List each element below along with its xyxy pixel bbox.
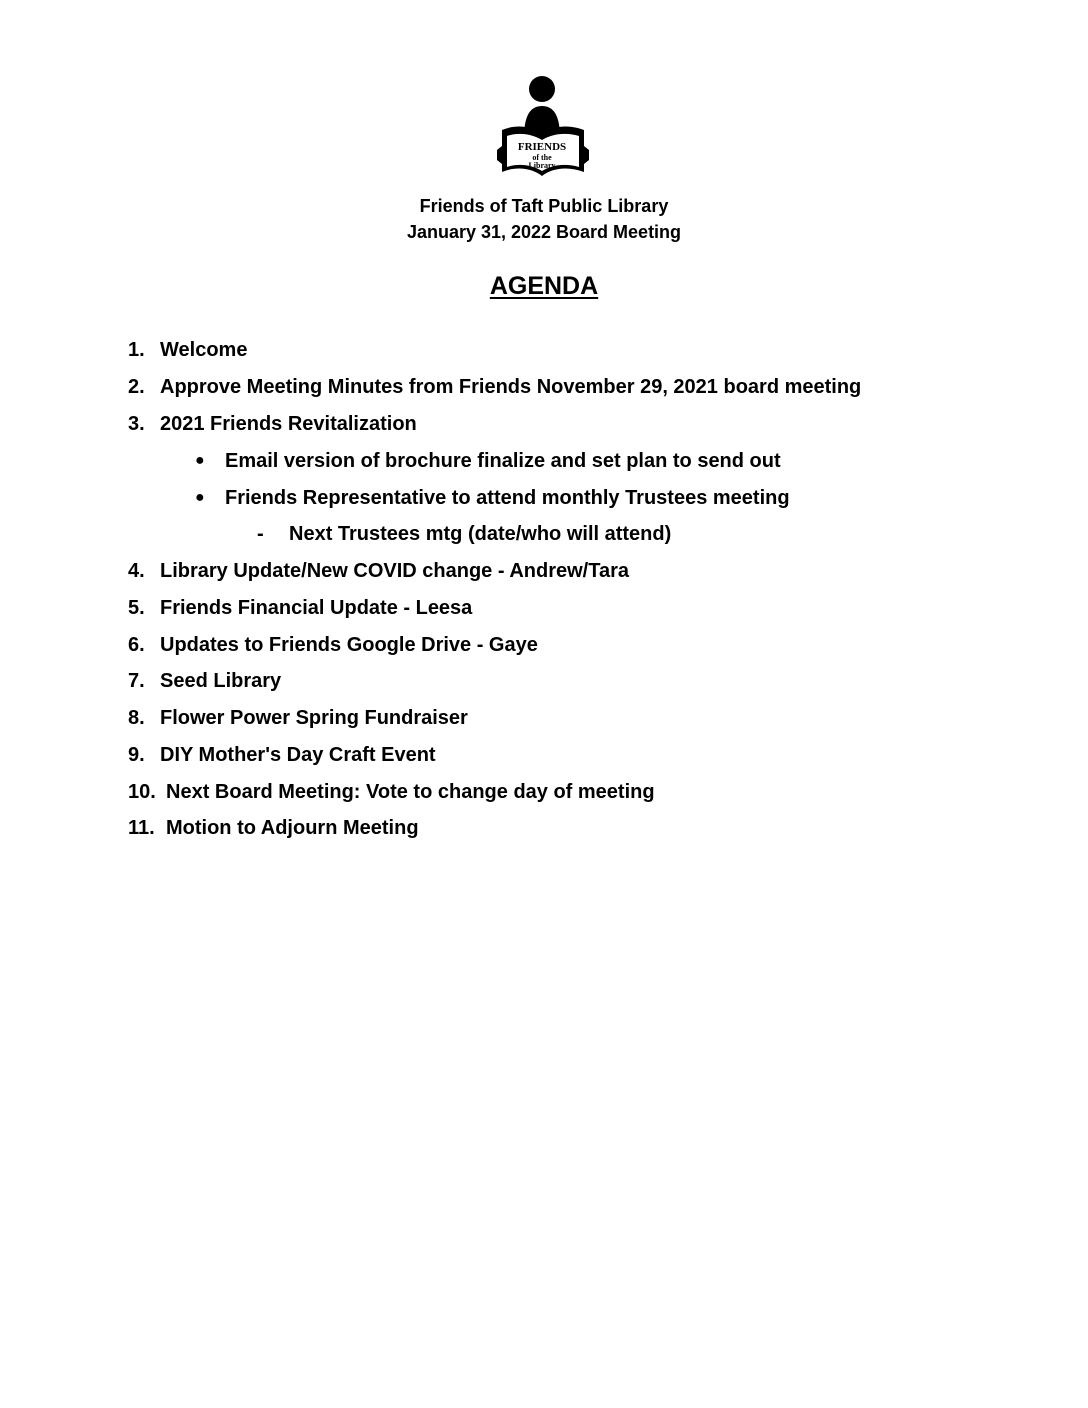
- item-number: 5.: [128, 597, 145, 619]
- logo-line-3: Library: [528, 161, 556, 170]
- subitem-text: Friends Representative to attend monthly Trustees meeting: [225, 487, 790, 509]
- logo-line-1: FRIENDS: [517, 141, 567, 153]
- item-text: Friends Financial Update - Leesa: [160, 597, 473, 619]
- item-number: 3.: [128, 413, 145, 435]
- bullet-icon: ●: [195, 489, 205, 506]
- agenda-title: AGENDA: [489, 272, 599, 300]
- item-number: 11.: [128, 817, 155, 839]
- logo-line-2: of the: [532, 153, 552, 162]
- item-number: 8.: [128, 707, 145, 729]
- item-number: 4.: [128, 560, 145, 582]
- item-text: Seed Library: [160, 670, 282, 692]
- item-text: Flower Power Spring Fundraiser: [160, 707, 468, 729]
- item-number: 9.: [128, 744, 145, 766]
- dash-marker: -: [257, 523, 264, 545]
- item-number: 7.: [128, 670, 145, 692]
- item-text: Library Update/New COVID change - Andrew/Tara: [160, 560, 629, 582]
- meeting-date: January 31, 2022 Board Meeting: [406, 222, 682, 242]
- item-text: Approve Meeting Minutes from Friends November 29, 2021 board meeting: [160, 376, 862, 398]
- item-number: 1.: [128, 339, 145, 361]
- item-number: 2.: [128, 376, 145, 398]
- item-number: 6.: [128, 634, 145, 656]
- bullet-icon: ●: [195, 452, 205, 469]
- subsubitem-text: Next Trustees mtg (date/who will attend): [289, 523, 672, 545]
- subitem-text: Email version of brochure finalize and set plan to send out: [225, 450, 781, 472]
- item-text: Welcome: [160, 339, 248, 361]
- item-text: Updates to Friends Google Drive - Gaye: [160, 634, 538, 656]
- item-text: 2021 Friends Revitalization: [160, 413, 417, 435]
- item-text: DIY Mother's Day Craft Event: [160, 744, 436, 766]
- item-number: 10.: [128, 781, 156, 803]
- item-text: Motion to Adjourn Meeting: [166, 817, 419, 839]
- item-text: Next Board Meeting: Vote to change day of meeting: [166, 781, 655, 803]
- organization-name: Friends of Taft Public Library: [419, 196, 669, 216]
